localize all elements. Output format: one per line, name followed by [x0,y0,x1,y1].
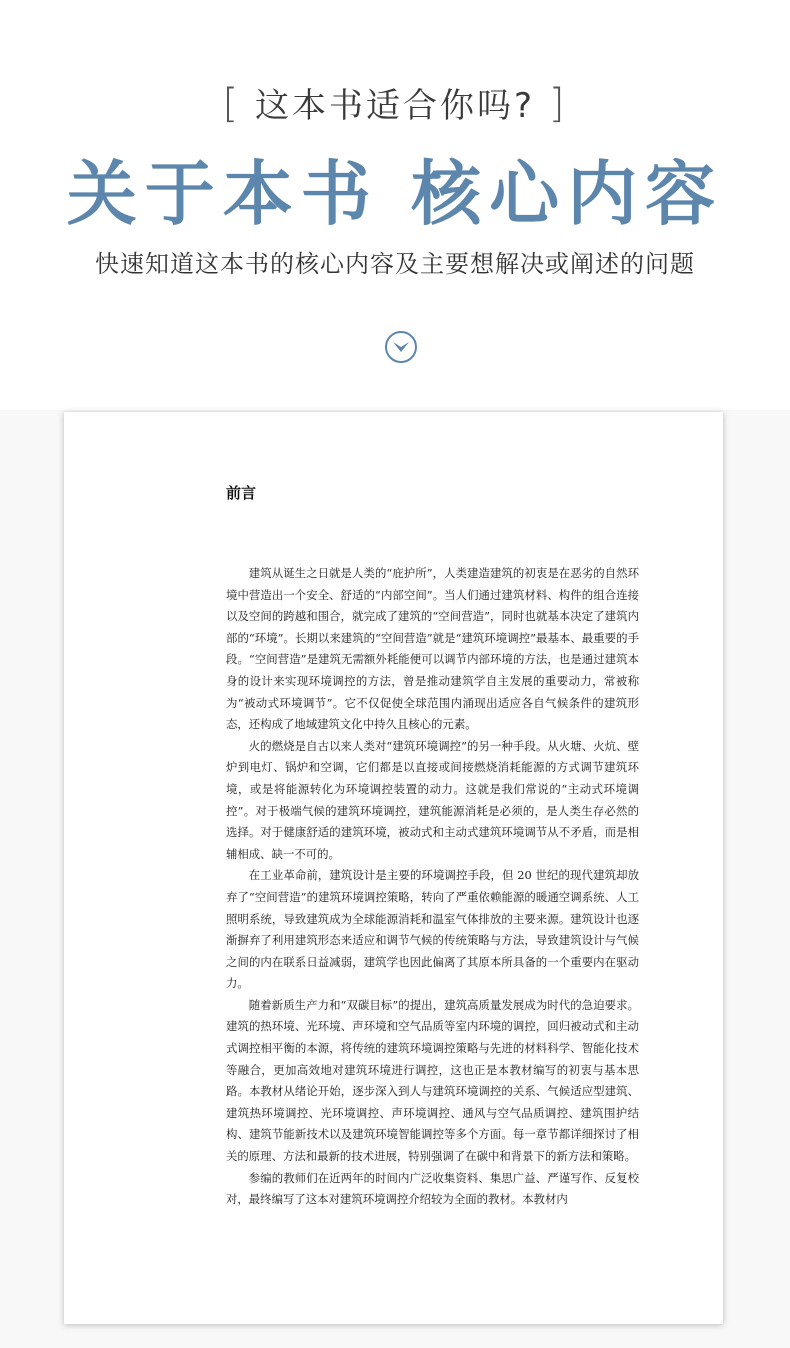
question-text: 这本书适合你吗? [254,86,536,126]
chevron-down-circle-icon [384,330,418,364]
question-heading [0,78,790,127]
section-subtitle: 快速知道这本书的核心内容及主要想解决或阐述的问题 [95,250,695,278]
paragraph: 火的燃烧是自古以来人类对“建筑环境调控”的另一种手段。从火塘、火炕、壁炉到电灯、锅炉和空调，它们都是以直接或间接燃烧消耗能源的方式调节建筑环境，或是将能源转化为环境调控装置的动力。这就是我们常说的“主动式环境调控”。对于极端气候的建筑环境调控，建筑能源消耗是必须的，是人类生存必然的选择。对于健康舒适的建筑环境，被动式和主动式建筑环境调节从不矛盾，而是相辅相成、缺一不可的。 [226,738,639,861]
book-page [64,412,723,1324]
paragraph: 随着新质生产力和“双碳目标”的提出，建筑高质量发展成为时代的急迫要求。建筑的热环境、光环境、声环境和空气品质等室内环境的调控，回归被动式和主动式调控相平衡的本源，将传统的建筑环境调控策略与先进的材料科学、智能化技术等融合，更加高效地对建筑环境进行调控，这也正是本教材编写的初衷与基本思路。本教材从绪论开始，逐步深入到人与建筑环境调控的关系、气候适应型建筑、建筑热环境调控、光环境调控、声环境调控、通风与空气品质调控、建筑围护结构、建筑节能新技术以及建筑环境智能调控等多个方面。每一章节都详细探讨了相关的原理、方法和最新的技术进展，特别强调了在碳中和背景下的新方法和策略。 [226,997,639,1164]
page-title: 前言 [226,484,257,502]
bracket-right: ] [548,81,568,127]
bracket-left: [ [222,81,242,127]
paragraph: 参编的教师们在近两年的时间内广泛收集资料、集思广益、严谨写作、反复校对，最终编写了这本对建筑环境调控介绍较为全面的教材。本教材内 [226,1170,639,1207]
preface-body [226,563,639,1211]
hero-header [0,0,790,410]
paragraph: 在工业革命前，建筑设计是主要的环境调控手段，但 20 世纪的现代建筑却放弃了“空间营造”的建筑环境调控策略，转向了严重依赖能源的暖通空调系统、人工照明系统，导致建筑成为全球能源消耗和温室气体排放的主要来源。建筑设计也逐渐摒弃了利用建筑形态来适应和调节气候的传统策略与方法，导致建筑设计与气候之间的内在联系日益减弱，建筑学也因此偏离了其原本所具备的一个重要内在驱动力。 [226,868,639,991]
section-title: 关于本书 核心内容 [66,152,724,235]
paragraph: 建筑从诞生之日就是人类的“庇护所”，人类建造建筑的初衷是在恶劣的自然环境中营造出一个安全、舒适的“内部空间”。当人们通过建筑材料、构件的组合连接以及空间的跨越和围合，就完成了建筑的“空间营造”，同时也就基本决定了建筑内部的“环境”。长期以来建筑的“空间营造”就是“建筑环境调控”最基本、最重要的手段。“空间营造”是建筑无需额外耗能便可以调节内部环境的方法，也是通过建筑本身的设计来实现环境调控的方法，曾是推动建筑学自主发展的重要动力，常被称为“被动式环境调节”。它不仅促使全球范围内涌现出适应各自气候条件的建筑形态，还构成了地域建筑文化中持久且核心的元素。 [226,566,639,732]
